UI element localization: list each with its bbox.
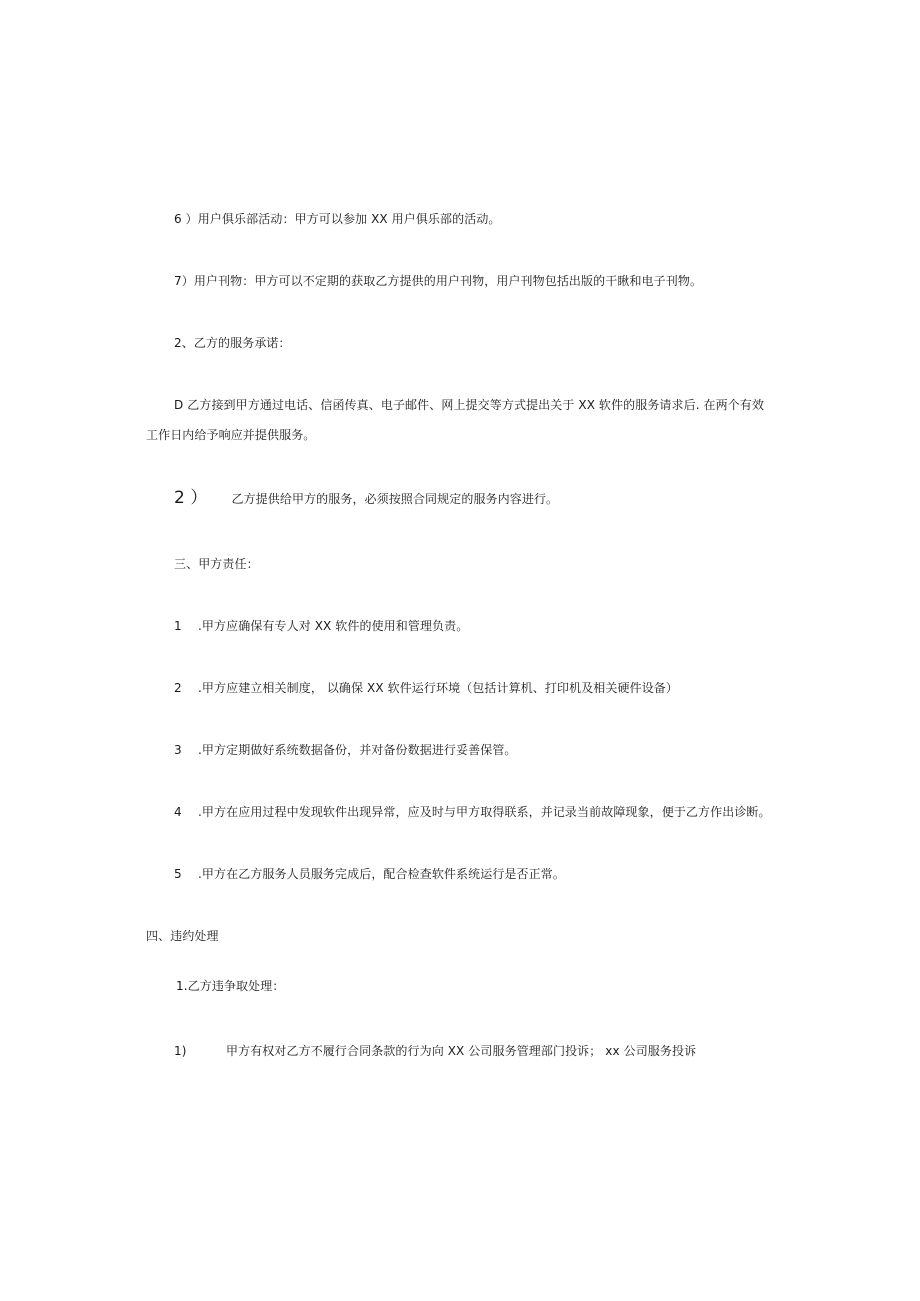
item-text: .甲方在应用过程中发现软件出现异常，应及时与甲方取得联系，并记录当前故障现象，便于乙方作出诊断。 [198,805,771,819]
item-text: 甲方有权对乙方不履行合同条款的行为向 XX 公司服务管理部门投诉； xx 公司服务投诉 [226,1044,697,1058]
item-number: 4 [174,805,182,819]
service-response-line-1: D 乙方接到甲方通过电话、信函传真、电子邮件、网上提交等方式提出关于 XX 软件的服务请求后. 在两个有效 [174,398,765,412]
item-text: 乙方提供给甲方的服务，必须按照合同规定的服务内容进行。 [231,492,559,506]
party-a-responsibility-heading: 三、甲方责任： [174,557,259,571]
item-text: .甲方在乙方服务人员服务完成后，配合检查软件系统运行是否正常。 [198,867,565,881]
item-number: 5 [174,867,182,881]
user-publication-line: 7）用户刊物：甲方可以不定期的获取乙方提供的用户刊物，用户刊物包括出版的干瞅和电子刊物。 [174,274,703,288]
responsibility-item-5 [174,866,565,882]
responsibility-item-3 [174,742,517,758]
item-number: 2 [174,681,182,695]
responsibility-item-1 [174,618,468,634]
responsibility-item-4 [174,804,771,820]
responsibility-item-2 [174,680,678,696]
party-b-breach-subheading: 1.乙方违争取处理： [176,979,285,993]
complaint-right-line [174,1043,696,1059]
item-text: .甲方应确保有专人对 XX 软件的使用和管理负责。 [198,619,469,633]
item-number: 3 [174,743,182,757]
item-text: .甲方定期做好系统数据备份，并对备份数据进行妥善保管。 [198,743,517,757]
item-number: 1 [174,619,182,633]
service-content-line [174,490,558,507]
service-commitment-heading: 2、乙方的服务承诺： [174,336,291,350]
service-response-line-2: 工作日内给予响应并提供服务。 [146,428,316,442]
item-text: .甲方应建立相关制度， 以确保 XX 软件运行环境（包括计算机、打印机及相关硬件设备） [198,681,679,695]
breach-handling-heading: 四、违约处理 [146,929,219,943]
club-activity-line: 6 ）用户俱乐部活动：甲方可以参加 XX 用户俱乐部的活动。 [174,212,501,226]
item-number: 1) [174,1044,187,1058]
item-number: 2 ） [174,488,208,508]
